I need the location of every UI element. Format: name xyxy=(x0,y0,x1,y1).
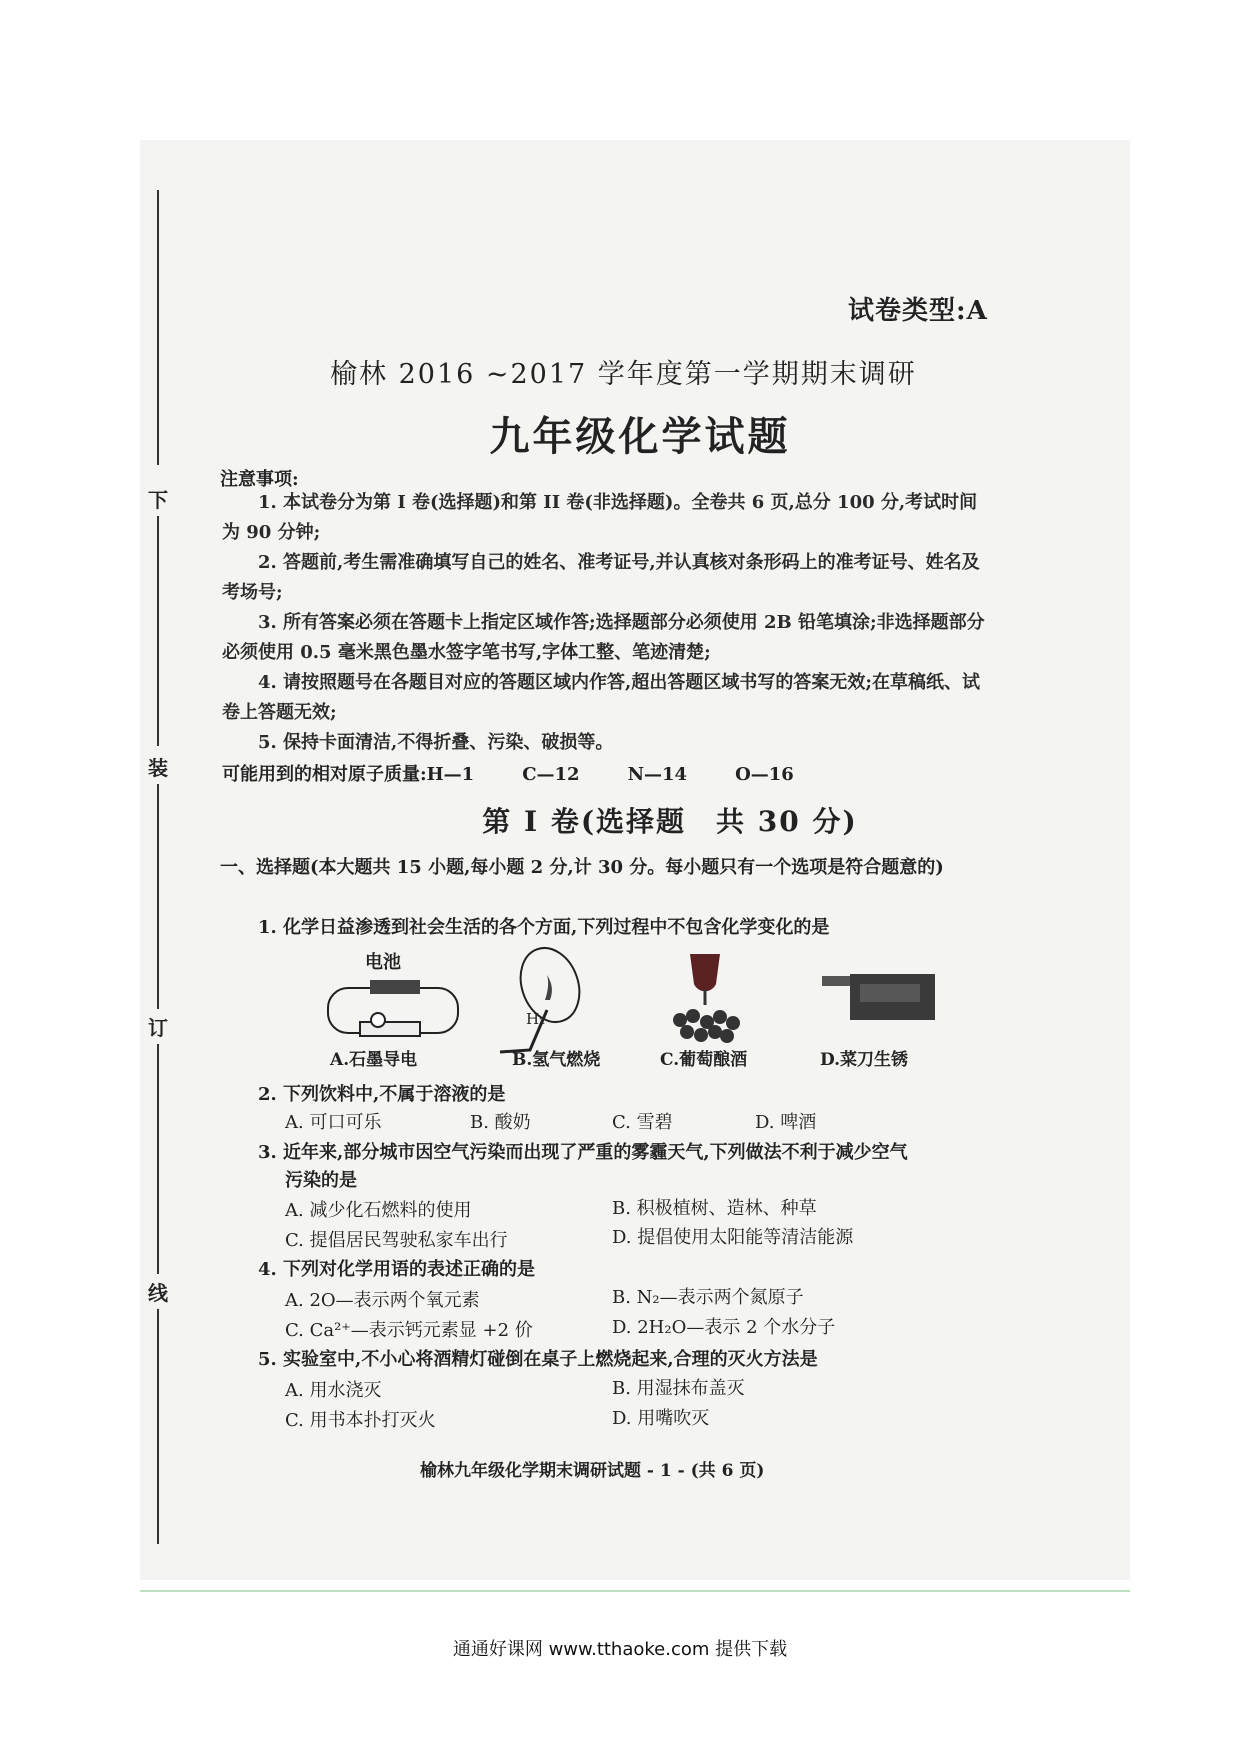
atomic-mass-line xyxy=(222,760,842,786)
q3-option-d: D. 提倡使用太阳能等清洁能源 xyxy=(612,1227,854,1248)
q1-option-a: A.石墨导电 xyxy=(330,1050,418,1070)
wine-grapes-figure xyxy=(655,950,755,1050)
page-footer: 榆林九年级化学期末调研试题 - 1 - (共 6 页) xyxy=(420,1461,765,1481)
question-1-figures xyxy=(320,950,960,1060)
binding-mark-xia: 下 xyxy=(148,488,168,512)
binding-mark-xian: 线 xyxy=(148,1281,168,1305)
binding-mark-ding: 订 xyxy=(148,1016,168,1040)
q1-option-d: D.菜刀生锈 xyxy=(820,1050,909,1070)
notes-heading: 注意事项: xyxy=(220,469,299,490)
atomic-mass-h: H—1 xyxy=(426,764,475,785)
question-5-stem: 5. 实验室中,不小心将酒精灯碰倒在桌子上燃烧起来,合理的灭火方法是 xyxy=(258,1349,818,1370)
note-item: 3. 所有答案必须在答题卡上指定区域作答;选择题部分必须使用 2B 铅笔填涂;非选择题部分必须使用 0.5 毫米黑色墨水签字笔书写,字体工整、笔迹清楚; xyxy=(222,612,985,663)
q3-option-b: B. 积极植树、造林、种草 xyxy=(612,1198,817,1219)
q3-option-c: C. 提倡居民驾驶私家车出行 xyxy=(285,1230,508,1251)
question-4-stem: 4. 下列对化学用语的表述正确的是 xyxy=(258,1259,536,1280)
atomic-mass-label: 可能用到的相对原子质量: xyxy=(222,764,427,785)
note-item: 4. 请按照题号在各题目对应的答题区域内作答,超出答题区域书写的答案无效;在草稿纸、试卷上答题无效; xyxy=(222,672,980,723)
question-1-stem: 1. 化学日益渗透到社会生活的各个方面,下列过程中不包含化学变化的是 xyxy=(258,917,830,938)
q4-option-d: D. 2H₂O—表示 2 个水分子 xyxy=(612,1317,836,1338)
binding-line xyxy=(157,1309,159,1544)
note-item: 1. 本试卷分为第 I 卷(选择题)和第 II 卷(非选择题)。全卷共 6 页,总分 100 分,考试时间为 90 分钟; xyxy=(222,492,978,543)
q2-option-b: B. 酸奶 xyxy=(470,1112,531,1133)
atomic-mass-o: O—16 xyxy=(735,764,794,785)
download-note: 通通好课网 www.tthaoke.com 提供下载 xyxy=(452,1639,788,1660)
bottom-divider xyxy=(140,1590,1130,1592)
exam-type: 试卷类型:A xyxy=(848,296,988,326)
rusty-knife-figure xyxy=(820,970,940,1030)
q5-option-c: C. 用书本扑打灭火 xyxy=(285,1410,436,1431)
note-item: 5. 保持卡面清洁,不得折叠、污染、破损等。 xyxy=(258,732,614,753)
q5-option-b: B. 用湿抹布盖灭 xyxy=(612,1378,745,1399)
hydrogen-burning-figure xyxy=(490,940,600,1060)
q4-option-c: C. Ca²⁺—表示钙元素显 +2 价 xyxy=(285,1320,533,1341)
q4-option-b: B. N₂—表示两个氮原子 xyxy=(612,1287,804,1308)
exam-subtitle: 榆林 2016 ~2017 学年度第一学期期末调研 xyxy=(330,359,917,390)
q4-option-a: A. 2O—表示两个氧元素 xyxy=(285,1290,480,1311)
section-title: 第 I 卷(选择题 共 30 分) xyxy=(482,805,858,838)
q2-option-c: C. 雪碧 xyxy=(612,1112,673,1133)
notes-list xyxy=(222,488,992,758)
atomic-mass-n: N—14 xyxy=(627,764,688,785)
binding-line xyxy=(157,516,159,746)
question-3-stem-cont: 污染的是 xyxy=(285,1170,357,1191)
q1-option-b: B.氢气燃烧 xyxy=(512,1050,601,1070)
note-item: 2. 答题前,考生需准确填写自己的姓名、准考证号,并认真核对条形码上的准考证号、姓名及考场号; xyxy=(222,552,980,603)
binding-line xyxy=(157,1044,159,1274)
page-title: 九年级化学试题 xyxy=(489,413,791,460)
q1-option-c: C.葡萄酿酒 xyxy=(660,1050,748,1070)
q2-option-a: A. 可口可乐 xyxy=(285,1112,382,1133)
hydrogen-label: H₂ xyxy=(526,1010,546,1028)
question-2-stem: 2. 下列饮料中,不属于溶液的是 xyxy=(258,1084,506,1105)
atomic-mass-c: C—12 xyxy=(522,764,580,785)
part-intro: 一、选择题(本大题共 15 小题,每小题 2 分,计 30 分。每小题只有一个选项是符合题意的) xyxy=(220,857,944,878)
binding-mark-zhuang: 装 xyxy=(148,756,168,780)
q5-option-a: A. 用水浇灭 xyxy=(285,1380,382,1401)
q3-option-a: A. 减少化石燃料的使用 xyxy=(285,1200,472,1221)
battery-label: 电池 xyxy=(365,952,401,973)
question-3-stem: 3. 近年来,部分城市因空气污染而出现了严重的雾霾天气,下列做法不利于减少空气 xyxy=(258,1142,908,1163)
q2-option-d: D. 啤酒 xyxy=(755,1112,817,1133)
q5-option-d: D. 用嘴吹灭 xyxy=(612,1408,710,1429)
